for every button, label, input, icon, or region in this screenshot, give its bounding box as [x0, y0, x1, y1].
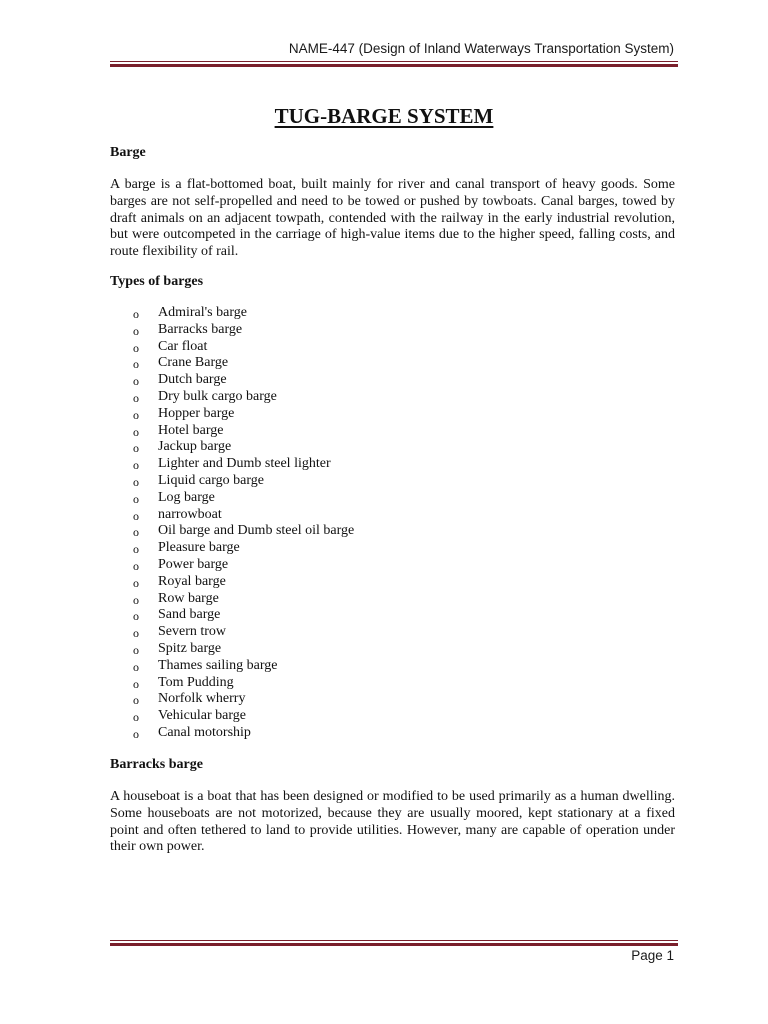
list-item-text: Norfolk wherry	[158, 691, 246, 707]
page-number: Page 1	[631, 948, 674, 963]
list-item-text: Severn trow	[158, 624, 227, 640]
bullet-marker: o	[133, 458, 139, 473]
paragraph-barge: A barge is a flat-bottomed boat, built mainly for river and canal transport of heavy goods. Some barges are not self-propelled and need to be towed or pushed by towboats. Canal barges, towed by draft animals on an adjacent towpath, contended with the railway in the early industrial revolution, but were outcompeted in the carriage of high-value items due to the higher speed, falling costs, and route flexibility of rail.	[110, 177, 675, 260]
bullet-marker: o	[133, 710, 139, 725]
list-item-text: Log barge	[158, 489, 215, 505]
list-item-text: Pleasure barge	[158, 540, 240, 556]
bullet-marker: o	[133, 726, 139, 741]
bullet-marker: o	[133, 424, 139, 439]
list-item-text: Oil barge and Dumb steel oil barge	[158, 523, 355, 539]
list-item-text: Vehicular barge	[158, 708, 246, 724]
bullet-marker: o	[133, 542, 139, 557]
bullet-marker: o	[133, 390, 139, 405]
page-title: TUG-BARGE SYSTEM	[274, 104, 494, 128]
list-item-text: Canal motorship	[158, 724, 251, 740]
list-item-text: Dutch barge	[158, 372, 227, 388]
bullet-marker: o	[133, 676, 139, 691]
bullet-marker: o	[133, 340, 139, 355]
bullet-marker: o	[133, 491, 139, 506]
bullet-marker: o	[133, 558, 139, 573]
paragraph-barracks: A houseboat is a boat that has been designed or modified to be used primarily as a human dwelling. Some houseboats are not motorized, because they are usually moored, kept stationary at a fixed point and often tethered to land to provide utilities. However, many are capable of operation under their own power.	[110, 789, 675, 855]
list-item-text: Hotel barge	[158, 422, 224, 438]
list-item-text: Spitz barge	[158, 640, 222, 656]
list-item-text: Thames sailing barge	[158, 657, 278, 673]
header-rule-thin	[110, 61, 678, 62]
bullet-marker: o	[133, 592, 139, 607]
list-item-text: Royal barge	[158, 573, 226, 589]
bullet-marker: o	[133, 441, 139, 456]
list-item-text: narrowboat	[158, 506, 222, 522]
list-item-text: Power barge	[158, 556, 229, 572]
header-rule-thick	[110, 64, 678, 67]
bullet-marker: o	[133, 609, 139, 624]
list-item-text: Admiral's barge	[158, 305, 247, 320]
bullet-marker: o	[133, 659, 139, 674]
header-title: NAME-447 (Design of Inland Waterways Transportation System)	[288, 41, 674, 56]
bullet-marker: o	[133, 525, 139, 540]
bullet-marker: o	[133, 626, 139, 641]
section-heading-types: Types of barges	[110, 274, 204, 289]
list-item-text: Dry bulk cargo barge	[158, 388, 277, 404]
bullet-marker: o	[133, 508, 139, 523]
list-item-text: Lighter and Dumb steel lighter	[158, 456, 331, 472]
bullet-marker: o	[133, 474, 139, 489]
list-item-text: Sand barge	[158, 607, 221, 623]
list-item-text: Barracks barge	[158, 321, 243, 337]
list-item-text: Tom Pudding	[158, 674, 234, 690]
list-item-text: Jackup barge	[158, 439, 232, 455]
list-item-text: Hopper barge	[158, 405, 235, 421]
bullet-marker: o	[133, 642, 139, 657]
bullet-marker: o	[133, 307, 139, 321]
list-item-text: Crane Barge	[158, 355, 229, 371]
list-item-text: Row barge	[158, 590, 219, 606]
bullet-marker: o	[133, 693, 139, 708]
list-item-text: Liquid cargo barge	[158, 472, 265, 488]
section-heading-barracks: Barracks barge	[110, 757, 203, 772]
footer-rule-thick	[110, 943, 678, 946]
list-item-text: Car float	[158, 338, 208, 354]
section-heading-barge: Barge	[110, 145, 146, 160]
bullet-marker: o	[133, 374, 139, 389]
bullet-marker: o	[133, 575, 139, 590]
footer-rule-thin	[110, 940, 678, 941]
bullet-marker: o	[133, 357, 139, 372]
bullet-marker: o	[133, 323, 139, 338]
bullet-marker: o	[133, 407, 139, 422]
